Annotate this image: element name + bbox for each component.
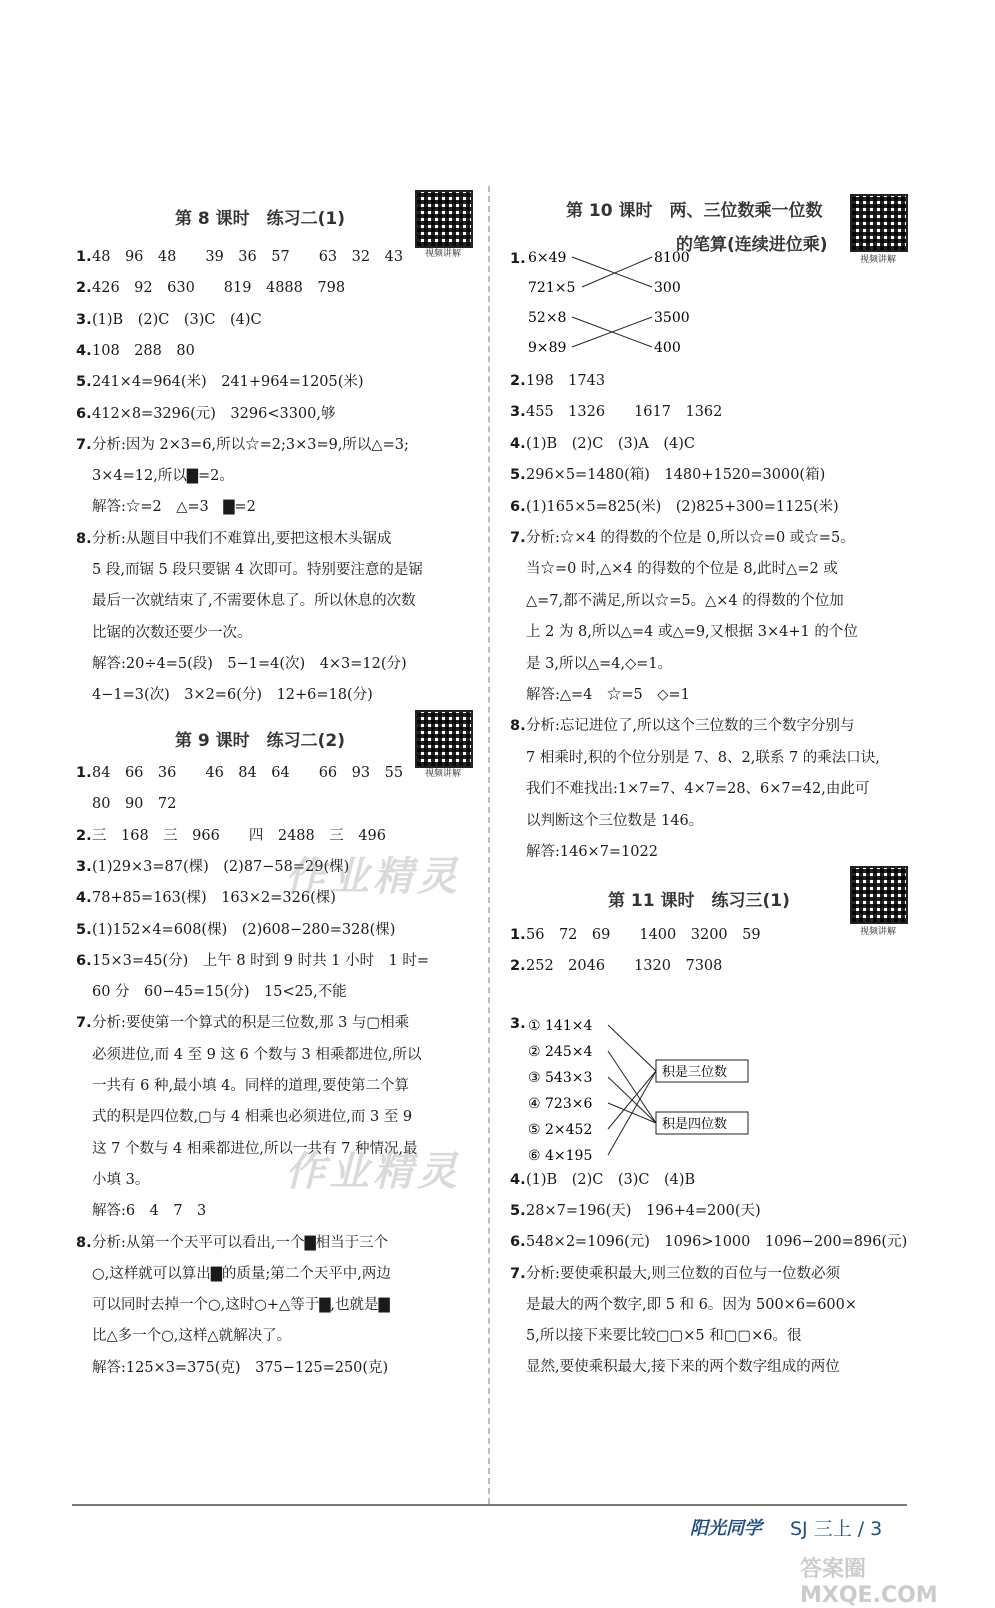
answer-line: 是最大的两个数字,即 5 和 6。因为 500×6=600× (526, 1296, 858, 1313)
answer-line: 分析:因为 2×3=6,所以☆=2;3×3=9,所以△=3; (92, 436, 409, 453)
question-number: 7. (510, 1265, 526, 1282)
answer-line: 分析:要使第一个算式的积是三位数,那 3 与▢相乘 (92, 1015, 410, 1032)
answer-line: 78+85=163(棵) 163×2=326(棵) (92, 890, 336, 907)
question-number: 6. (510, 1234, 526, 1251)
answer-line: 分析:从第一个天平可以看出,一个▇相当于三个 (92, 1234, 389, 1251)
q3-box-label: 积是四位数 (662, 1117, 728, 1132)
lesson11-title: 第 11 课时 练习三(1) (608, 891, 790, 911)
answer-line: 548×2=1096(元) 1096>1000 1096−200=896(元) (526, 1234, 908, 1251)
answer-line: 这 7 个数与 4 相乘都进位,所以一共有 7 种情况,最 (92, 1140, 418, 1157)
question-number: 6. (510, 498, 526, 515)
answer-line: 解答:☆=2 △=3 ▇=2 (92, 499, 256, 516)
answer-line: 296×5=1480(箱) 1480+1520=3000(箱) (526, 467, 826, 484)
answer-line: 分析:☆×4 的得数的个位是 0,所以☆=0 或☆=5。 (526, 530, 855, 546)
question-number: 3. (76, 311, 92, 328)
answer-line: 分析:忘记进位了,所以这个三位数的三个数字分别与 (526, 718, 855, 735)
answer-line: 60 分 60−45=15(分) 15<25,不能 (92, 984, 347, 1001)
answer-line: 解答:125×3=375(克) 375−125=250(克) (92, 1359, 389, 1376)
answer-line: 解答:△=4 ☆=5 ◇=1 (526, 687, 690, 703)
q1-right-item: 300 (654, 280, 681, 296)
q1-right-item: 8100 (654, 250, 690, 266)
question-number: 3. (510, 404, 526, 421)
question-number: 1. (76, 765, 92, 781)
answer-line: 412×8=3296(元) 3296<3300,够 (92, 405, 336, 422)
qr-label: 视频讲解 (424, 769, 461, 779)
answer-line: 比△多一个○,这样△就解决了。 (92, 1328, 292, 1345)
lesson9-title: 第 9 课时 练习二(2) (175, 731, 346, 751)
column-divider (488, 186, 490, 1504)
answer-line: 三 168 三 966 四 2488 三 496 (92, 827, 386, 844)
answer-line: 3×4=12,所以▇=2。 (92, 468, 234, 485)
q1-left-item: 9×89 (528, 340, 567, 356)
question-number: 5. (76, 921, 92, 938)
answer-line: 80 90 72 (92, 796, 177, 813)
question-number: 6. (76, 952, 92, 969)
corner-watermark: 答案圈 MXQE.COM (800, 1557, 938, 1608)
question-number: 2. (510, 958, 526, 975)
answer-line: 分析:要使乘积最大,则三位数的百位与一位数必须 (526, 1265, 840, 1282)
answer-line: 上 2 为 8,所以△=4 或△=9,又根据 3×4+1 的个位 (526, 624, 858, 641)
answer-line: 以判断这个三位数是 146。 (526, 812, 704, 829)
question-number: 3. (76, 858, 92, 875)
q1-left-item: 6×49 (528, 250, 567, 266)
answer-line: 可以同时去掉一个○,这时○+△等于▇,也就是▇ (92, 1297, 390, 1314)
page-code: SJ 三上 / 3 (790, 1518, 883, 1540)
answer-line: △=7,都不满足,所以☆=5。△×4 的得数的个位加 (526, 592, 844, 609)
question-number: 4. (76, 890, 92, 907)
q1-left-item: 52×8 (528, 310, 567, 326)
matching-diagram-q3 (526, 1012, 766, 1162)
qr-code-icon[interactable] (850, 866, 908, 924)
q3-item: ⑤ 2×452 (528, 1122, 593, 1138)
question-number: 8. (510, 718, 526, 735)
answer-line: 解答:6 4 7 3 (92, 1203, 207, 1220)
question-number: 2. (510, 373, 526, 389)
question-number: 7. (510, 530, 526, 546)
question-number: 8. (76, 530, 92, 547)
qr-code-icon[interactable] (850, 194, 908, 252)
lesson10-title-line2: 的笔算(连续进位乘) (676, 235, 828, 255)
answer-line: 式的积是四位数,▢与 4 相乘也必须进位,而 3 至 9 (92, 1109, 413, 1126)
q1-right-item: 3500 (654, 310, 690, 326)
question-number: 5. (510, 467, 526, 484)
question-number: 5. (76, 374, 92, 391)
qr-label: 视频讲解 (859, 927, 896, 937)
answer-line: 比锯的次数还要少一次。 (92, 624, 252, 641)
question-number: 4. (510, 1172, 526, 1188)
answer-line: 15×3=45(分) 上午 8 时到 9 时共 1 小时 1 时= (92, 952, 430, 969)
question-number: 1. (76, 249, 92, 265)
answer-line: ○,这样就可以算出▇的质量;第二个天平中,两边 (92, 1265, 391, 1282)
answer-line: (1)152×4=608(棵) (2)608−280=328(棵) (92, 921, 396, 938)
answer-line: 最后一次就结束了,不需要休息了。所以休息的次数 (92, 593, 416, 610)
question-number: 4. (76, 342, 92, 359)
q3-item: ① 141×4 (528, 1018, 593, 1034)
answer-line: 分析:从题目中我们不难算出,要把这根木头锯成 (92, 530, 392, 547)
qr-label: 视频讲解 (424, 249, 461, 259)
answer-line: 我们不难找出:1×7=7、4×7=28、6×7=42,由此可 (526, 781, 870, 798)
answer-line: 108 288 80 (92, 342, 195, 359)
qr-code-icon[interactable] (415, 190, 473, 248)
brand-logo: 阳光同学 (690, 1518, 762, 1539)
answer-line: 198 1743 (526, 373, 606, 389)
watermark: 作业精灵 (285, 1149, 461, 1195)
answer-line: (1)B (2)C (3)C (4)C (92, 311, 262, 328)
question-number: 4. (510, 435, 526, 452)
qr-code-icon[interactable] (415, 710, 473, 768)
q3-item: ② 245×4 (528, 1044, 593, 1060)
answer-line: 252 2046 1320 7308 (526, 958, 723, 975)
q1-left-item: 721×5 (528, 280, 576, 296)
answer-line: 必须进位,而 4 至 9 这 6 个数与 3 相乘都进位,所以 (92, 1046, 422, 1063)
answer-line: 是 3,所以△=4,◇=1。 (526, 655, 673, 672)
question-number: 7. (76, 1015, 92, 1032)
question-number: 2. (76, 280, 92, 297)
answer-line: 解答:20÷4=5(段) 5−1=4(次) 4×3=12(分) (92, 655, 407, 672)
answer-line: 4−1=3(次) 3×2=6(分) 12+6=18(分) (92, 687, 373, 704)
answer-line: (1)B (2)C (3)A (4)C (526, 435, 695, 452)
question-number: 2. (76, 827, 92, 844)
answer-line: 241×4=964(米) 241+964=1205(米) (92, 374, 364, 391)
answer-line: 解答:146×7=1022 (526, 844, 658, 860)
lesson10-title-line1: 第 10 课时 两、三位数乘一位数 (566, 201, 823, 221)
q3-item: ③ 543×3 (528, 1070, 593, 1086)
question-number: 5. (510, 1203, 526, 1220)
answer-line: 显然,要使乘积最大,接下来的两个数字组成的两位 (526, 1359, 840, 1376)
answer-line: (1)29×3=87(棵) (2)87−58=29(棵) (92, 858, 350, 875)
question-number: 6. (76, 405, 92, 422)
question-number: 1. (510, 927, 526, 943)
matching-diagram-q1 (526, 244, 726, 364)
answer-line: 小填 3。 (92, 1171, 150, 1188)
question-number: 8. (76, 1234, 92, 1251)
answer-line: 7 相乘时,积的个位分别是 7、8、2,联系 7 的乘法口诀, (526, 749, 880, 766)
answer-line: 455 1326 1617 1362 (526, 404, 723, 421)
question-number: 3. (510, 1016, 526, 1032)
answer-line: (1)B (2)C (3)C (4)B (526, 1172, 696, 1188)
answer-line: 426 92 630 819 4888 798 (92, 280, 346, 297)
answer-line: 84 66 36 46 84 64 66 93 55 (92, 765, 404, 781)
answer-line: 当☆=0 时,△×4 的得数的个位是 8,此时△=2 或 (526, 561, 838, 578)
answer-line: 5,所以接下来要比较▢▢×5 和▢▢×6。很 (526, 1328, 802, 1344)
answer-line: 28×7=196(天) 196+4=200(天) (526, 1203, 761, 1220)
q1-right-item: 400 (654, 340, 681, 356)
question-number: 1. (510, 251, 526, 267)
answer-line: (1)165×5=825(米) (2)825+300=1125(米) (526, 498, 839, 515)
answer-line: 一共有 6 种,最小填 4。同样的道理,要使第二个算 (92, 1078, 409, 1094)
q3-item: ⑥ 4×195 (528, 1148, 593, 1162)
q3-item: ④ 723×6 (528, 1096, 593, 1112)
answer-line: 48 96 48 39 36 57 63 32 43 (92, 249, 404, 265)
watermark: 作业精灵 (285, 854, 461, 900)
answer-line: 56 72 69 1400 3200 59 (526, 927, 761, 943)
lesson8-title: 第 8 课时 练习二(1) (175, 209, 346, 229)
footer-rule (72, 1504, 907, 1506)
qr-label: 视频讲解 (859, 255, 896, 265)
q3-box-label: 积是三位数 (662, 1065, 728, 1080)
answer-line: 5 段,而锯 5 段只要锯 4 次即可。特别要注意的是锯 (92, 562, 423, 578)
question-number: 7. (76, 436, 92, 453)
